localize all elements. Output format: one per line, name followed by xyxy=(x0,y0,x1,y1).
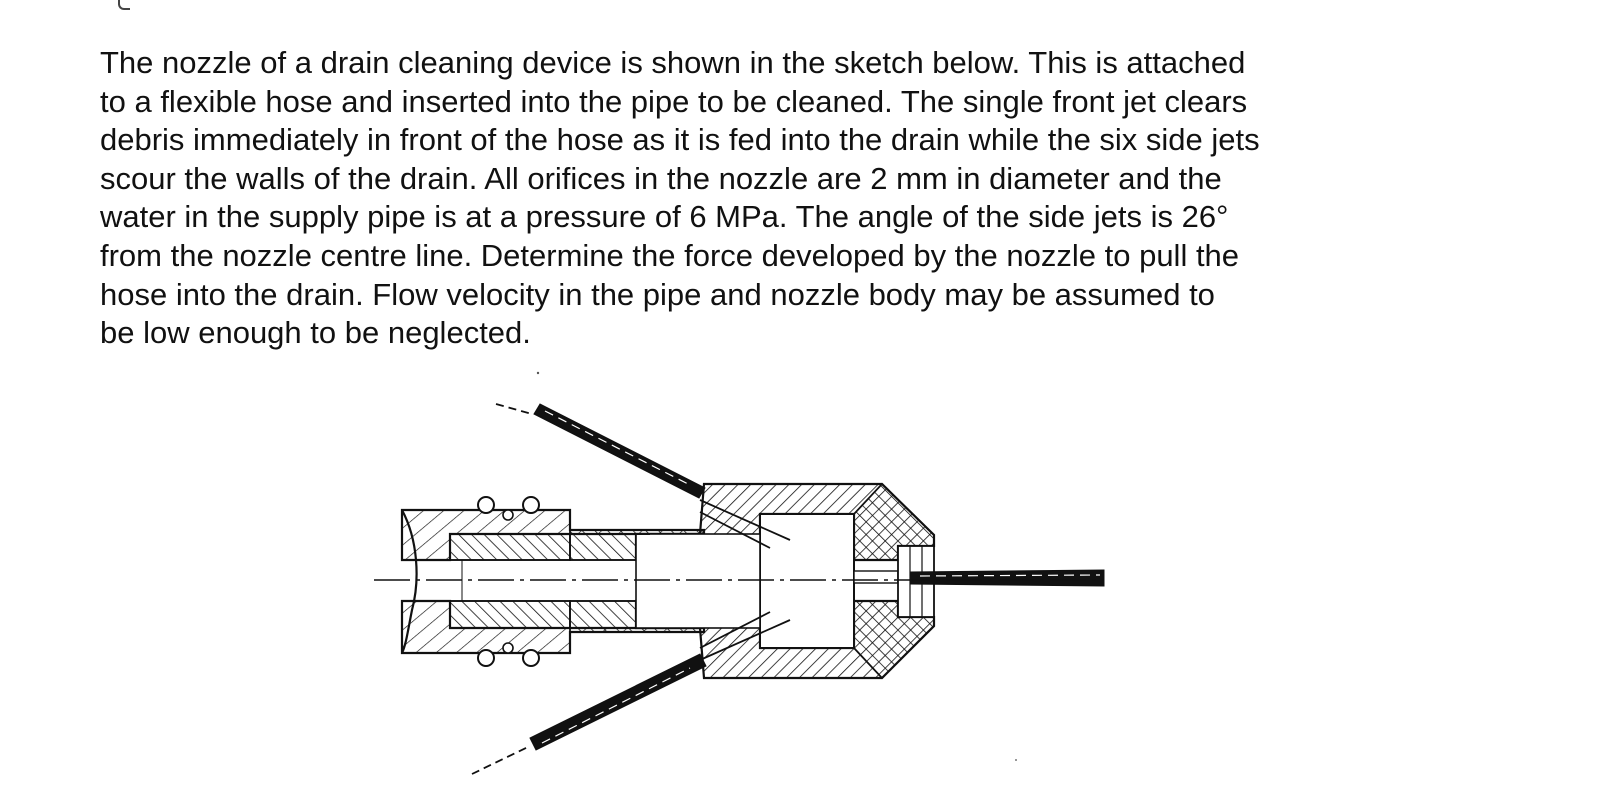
upper-side-jet xyxy=(496,404,705,498)
front-jet xyxy=(910,570,1104,586)
problem-line: scour the walls of the drain. All orifices in the nozzle are 2 mm in diameter and the xyxy=(100,160,1222,196)
problem-line: debris immediately in front of the hose as it is fed into the drain while the six side jets xyxy=(100,122,1260,158)
problem-line: to a flexible hose and inserted into the pipe to be cleaned. The single front jet clears xyxy=(100,83,1248,119)
problem-line: water in the supply pipe is at a pressure of 6 MPa. The angle of the side jets is 26° xyxy=(100,199,1229,235)
lower-side-jet xyxy=(472,654,706,774)
nozzle-body xyxy=(636,484,934,678)
problem-line: hose into the drain. Flow velocity in the pipe and nozzle body may be assumed to xyxy=(100,276,1215,312)
problem-line: from the nozzle centre line. Determine the force developed by the nozzle to pull the xyxy=(100,237,1240,273)
problem-line: The nozzle of a drain cleaning device is shown in the sketch below. This is attached xyxy=(100,45,1246,80)
problem-line: be low enough to be neglected. xyxy=(100,315,531,351)
